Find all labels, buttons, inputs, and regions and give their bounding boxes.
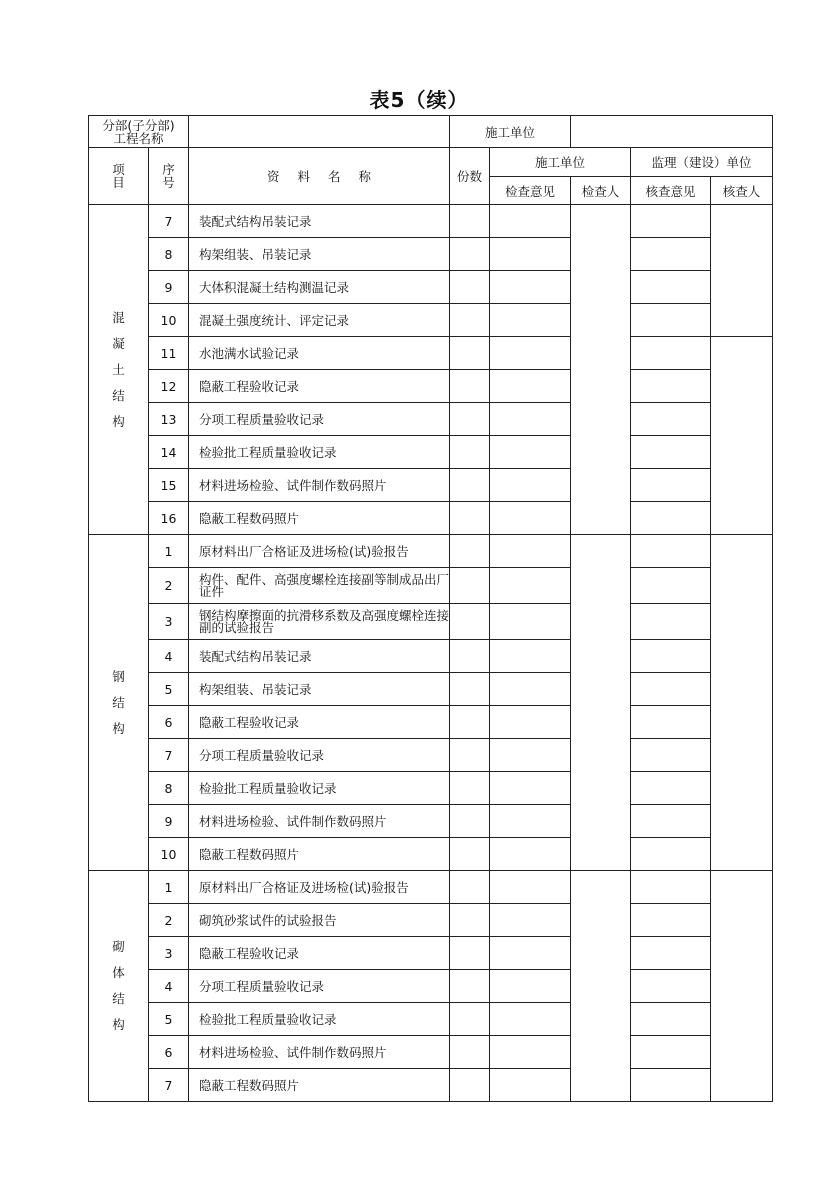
dept-name-field[interactable] bbox=[189, 116, 450, 148]
section-label-char: 混 bbox=[112, 309, 125, 325]
copies-cell[interactable] bbox=[450, 838, 490, 871]
verify-opinion-cell[interactable] bbox=[631, 1069, 711, 1102]
check-opinion-cell[interactable] bbox=[490, 706, 571, 739]
document-name: 隐蔽工程数码照片 bbox=[189, 838, 450, 871]
check-opinion-cell[interactable] bbox=[490, 370, 571, 403]
document-name: 检验批工程质量验收记录 bbox=[189, 772, 450, 805]
copies-cell[interactable] bbox=[450, 238, 490, 271]
section-label-char: 构 bbox=[112, 1017, 125, 1032]
document-name: 装配式结构吊装记录 bbox=[189, 640, 450, 673]
check-opinion-cell[interactable] bbox=[490, 271, 571, 304]
copies-cell[interactable] bbox=[450, 436, 490, 469]
check-opinion-cell[interactable] bbox=[490, 1003, 571, 1036]
check-opinion-cell[interactable] bbox=[490, 304, 571, 337]
row-number: 4 bbox=[149, 970, 189, 1003]
row-number: 7 bbox=[149, 739, 189, 772]
row-number: 9 bbox=[149, 805, 189, 838]
copies-cell[interactable] bbox=[450, 871, 490, 904]
table-row bbox=[89, 304, 773, 337]
table-row bbox=[89, 904, 773, 937]
verify-opinion-cell[interactable] bbox=[631, 535, 711, 568]
seq-header-char: 号 bbox=[162, 175, 175, 190]
page-title: 表5（续） bbox=[369, 88, 469, 112]
check-opinion-cell[interactable] bbox=[490, 673, 571, 706]
verify-opinion-cell[interactable] bbox=[631, 238, 711, 271]
check-opinion-header: 检查意见 bbox=[490, 177, 571, 205]
dept-label-cell bbox=[89, 116, 189, 148]
section-label bbox=[89, 535, 149, 871]
row-number: 10 bbox=[149, 838, 189, 871]
verify-opinion-cell[interactable] bbox=[631, 205, 711, 238]
verifier-header: 核查人 bbox=[711, 177, 773, 205]
item-header bbox=[89, 148, 149, 205]
verify-opinion-cell[interactable] bbox=[631, 502, 711, 535]
document-name: 材料进场检验、试件制作数码照片 bbox=[189, 469, 450, 502]
row-number: 7 bbox=[149, 205, 189, 238]
checker-header: 检查人 bbox=[571, 177, 631, 205]
row-number: 11 bbox=[149, 337, 189, 370]
check-opinion-cell[interactable] bbox=[490, 838, 571, 871]
table-row bbox=[89, 673, 773, 706]
copies-cell[interactable] bbox=[450, 772, 490, 805]
copies-header: 份数 bbox=[450, 148, 490, 205]
check-opinion-cell[interactable] bbox=[490, 904, 571, 937]
verify-opinion-cell[interactable] bbox=[631, 640, 711, 673]
document-name: 材料进场检验、试件制作数码照片 bbox=[189, 805, 450, 838]
checker-cell[interactable] bbox=[571, 205, 631, 535]
copies-cell[interactable] bbox=[450, 640, 490, 673]
section-label-char: 构 bbox=[112, 720, 125, 736]
verify-opinion-cell[interactable] bbox=[631, 568, 711, 604]
section-label-char: 体 bbox=[112, 965, 125, 980]
verifier-cell[interactable] bbox=[711, 871, 773, 1102]
verify-opinion-cell[interactable] bbox=[631, 271, 711, 304]
document-name: 隐蔽工程数码照片 bbox=[189, 502, 450, 535]
seq-header-char: 序 bbox=[162, 162, 175, 177]
copies-cell[interactable] bbox=[450, 970, 490, 1003]
check-opinion-cell[interactable] bbox=[490, 937, 571, 970]
row-number: 13 bbox=[149, 403, 189, 436]
copies-cell[interactable] bbox=[450, 1003, 490, 1036]
check-opinion-cell[interactable] bbox=[490, 403, 571, 436]
section-label-char: 构 bbox=[112, 413, 125, 429]
row-number: 7 bbox=[149, 1069, 189, 1102]
verifier-cell[interactable] bbox=[711, 205, 773, 337]
document-name: 检验批工程质量验收记录 bbox=[189, 436, 450, 469]
copies-cell[interactable] bbox=[450, 535, 490, 568]
table-row bbox=[89, 739, 773, 772]
document-name: 构架组装、吊装记录 bbox=[189, 238, 450, 271]
row-number: 8 bbox=[149, 772, 189, 805]
copies-cell[interactable] bbox=[450, 706, 490, 739]
record-table bbox=[88, 115, 773, 1102]
row-number: 9 bbox=[149, 271, 189, 304]
table-row bbox=[89, 370, 773, 403]
verify-opinion-cell[interactable] bbox=[631, 604, 711, 640]
verify-opinion-cell[interactable] bbox=[631, 1003, 711, 1036]
copies-cell[interactable] bbox=[450, 604, 490, 640]
copies-cell[interactable] bbox=[450, 469, 490, 502]
document-name: 隐蔽工程验收记录 bbox=[189, 706, 450, 739]
table-row bbox=[89, 970, 773, 1003]
section-label-char: 砌 bbox=[112, 939, 125, 954]
document-name: 水池满水试验记录 bbox=[189, 337, 450, 370]
section-label-char: 钢 bbox=[112, 668, 125, 684]
checker-cell[interactable] bbox=[571, 535, 631, 871]
row-number: 1 bbox=[149, 535, 189, 568]
row-number: 4 bbox=[149, 640, 189, 673]
check-opinion-cell[interactable] bbox=[490, 1069, 571, 1102]
verify-opinion-cell[interactable] bbox=[631, 1036, 711, 1069]
check-opinion-cell[interactable] bbox=[490, 535, 571, 568]
verify-opinion-cell[interactable] bbox=[631, 871, 711, 904]
table-row bbox=[89, 535, 773, 568]
document-name: 隐蔽工程数码照片 bbox=[189, 1069, 450, 1102]
document-name: 检验批工程质量验收记录 bbox=[189, 1003, 450, 1036]
verify-opinion-cell[interactable] bbox=[631, 739, 711, 772]
table-row bbox=[89, 838, 773, 871]
table-row bbox=[89, 337, 773, 370]
doc-name-header: 资 料 名 称 bbox=[189, 148, 450, 205]
table-row bbox=[89, 937, 773, 970]
construction-unit-label: 施工单位 bbox=[450, 116, 571, 148]
table-row bbox=[89, 238, 773, 271]
row-number: 14 bbox=[149, 436, 189, 469]
verify-opinion-cell[interactable] bbox=[631, 304, 711, 337]
table-row bbox=[89, 205, 773, 238]
check-opinion-cell[interactable] bbox=[490, 469, 571, 502]
construction-unit-field[interactable] bbox=[571, 116, 773, 148]
copies-cell[interactable] bbox=[450, 271, 490, 304]
copies-cell[interactable] bbox=[450, 568, 490, 604]
table-row bbox=[89, 1069, 773, 1102]
copies-cell[interactable] bbox=[450, 805, 490, 838]
verify-opinion-cell[interactable] bbox=[631, 772, 711, 805]
verify-opinion-cell[interactable] bbox=[631, 838, 711, 871]
check-opinion-cell[interactable] bbox=[490, 337, 571, 370]
copies-cell[interactable] bbox=[450, 502, 490, 535]
copies-cell[interactable] bbox=[450, 739, 490, 772]
document-name: 钢结构摩擦面的抗滑移系数及高强度螺栓连接副的试验报告 bbox=[189, 604, 450, 640]
check-opinion-cell[interactable] bbox=[490, 502, 571, 535]
check-opinion-cell[interactable] bbox=[490, 205, 571, 238]
table-row bbox=[89, 604, 773, 640]
check-opinion-cell[interactable] bbox=[490, 805, 571, 838]
document-name: 隐蔽工程验收记录 bbox=[189, 937, 450, 970]
section-label-char: 凝 bbox=[112, 335, 125, 351]
construction-unit-group-header: 施工单位 bbox=[490, 148, 631, 177]
section-label-char: 结 bbox=[112, 694, 125, 710]
item-header-char: 目 bbox=[112, 175, 125, 190]
table-row bbox=[89, 469, 773, 502]
copies-cell[interactable] bbox=[450, 673, 490, 706]
document-name: 构件、配件、高强度螺栓连接副等制成品出厂证件 bbox=[189, 568, 450, 604]
table-row bbox=[89, 871, 773, 904]
check-opinion-cell[interactable] bbox=[490, 1036, 571, 1069]
document-name: 砌筑砂浆试件的试验报告 bbox=[189, 904, 450, 937]
verify-opinion-header: 核查意见 bbox=[631, 177, 711, 205]
document-name: 原材料出厂合格证及进场检(试)验报告 bbox=[189, 535, 450, 568]
table-row bbox=[89, 1036, 773, 1069]
row-number: 16 bbox=[149, 502, 189, 535]
table-row bbox=[89, 706, 773, 739]
table-row bbox=[89, 772, 773, 805]
verify-opinion-cell[interactable] bbox=[631, 469, 711, 502]
document-name: 分项工程质量验收记录 bbox=[189, 403, 450, 436]
copies-cell[interactable] bbox=[450, 937, 490, 970]
verify-opinion-cell[interactable] bbox=[631, 370, 711, 403]
check-opinion-cell[interactable] bbox=[490, 604, 571, 640]
section-label-char: 结 bbox=[112, 387, 125, 403]
section-label-char: 结 bbox=[112, 991, 125, 1006]
document-name: 材料进场检验、试件制作数码照片 bbox=[189, 1036, 450, 1069]
copies-cell[interactable] bbox=[450, 1036, 490, 1069]
copies-cell[interactable] bbox=[450, 205, 490, 238]
check-opinion-cell[interactable] bbox=[490, 436, 571, 469]
row-number: 6 bbox=[149, 1036, 189, 1069]
verify-opinion-cell[interactable] bbox=[631, 403, 711, 436]
document-name: 混凝土强度统计、评定记录 bbox=[189, 304, 450, 337]
document-name: 分项工程质量验收记录 bbox=[189, 970, 450, 1003]
seq-header bbox=[149, 148, 189, 205]
row-number: 5 bbox=[149, 1003, 189, 1036]
check-opinion-cell[interactable] bbox=[490, 568, 571, 604]
verify-opinion-cell[interactable] bbox=[631, 706, 711, 739]
row-number: 8 bbox=[149, 238, 189, 271]
check-opinion-cell[interactable] bbox=[490, 739, 571, 772]
table-row bbox=[89, 640, 773, 673]
check-opinion-cell[interactable] bbox=[490, 640, 571, 673]
copies-cell[interactable] bbox=[450, 337, 490, 370]
table-row bbox=[89, 805, 773, 838]
verify-opinion-cell[interactable] bbox=[631, 436, 711, 469]
verify-opinion-cell[interactable] bbox=[631, 937, 711, 970]
copies-cell[interactable] bbox=[450, 370, 490, 403]
table-row bbox=[89, 271, 773, 304]
copies-cell[interactable] bbox=[450, 403, 490, 436]
table-row bbox=[89, 502, 773, 535]
document-name: 大体积混凝土结构测温记录 bbox=[189, 271, 450, 304]
copies-cell[interactable] bbox=[450, 904, 490, 937]
item-header-char: 项 bbox=[112, 162, 125, 177]
table-row bbox=[89, 568, 773, 604]
table-row bbox=[89, 403, 773, 436]
section-label bbox=[89, 871, 149, 1102]
dept-label-line1: 分部(子分部) bbox=[102, 117, 175, 133]
copies-cell[interactable] bbox=[450, 1069, 490, 1102]
section-label bbox=[89, 205, 149, 535]
check-opinion-cell[interactable] bbox=[490, 772, 571, 805]
document-name: 分项工程质量验收记录 bbox=[189, 739, 450, 772]
check-opinion-cell[interactable] bbox=[490, 238, 571, 271]
verify-opinion-cell[interactable] bbox=[631, 970, 711, 1003]
row-number: 10 bbox=[149, 304, 189, 337]
checker-cell[interactable] bbox=[571, 871, 631, 1102]
check-opinion-cell[interactable] bbox=[490, 871, 571, 904]
verifier-cell[interactable] bbox=[711, 535, 773, 871]
row-number: 5 bbox=[149, 673, 189, 706]
document-name: 原材料出厂合格证及进场检(试)验报告 bbox=[189, 871, 450, 904]
document-name: 隐蔽工程验收记录 bbox=[189, 370, 450, 403]
check-opinion-cell[interactable] bbox=[490, 970, 571, 1003]
table-row bbox=[89, 436, 773, 469]
row-number: 2 bbox=[149, 904, 189, 937]
verify-opinion-cell[interactable] bbox=[631, 337, 711, 370]
row-number: 2 bbox=[149, 568, 189, 604]
verify-opinion-cell[interactable] bbox=[631, 904, 711, 937]
row-number: 3 bbox=[149, 937, 189, 970]
row-number: 15 bbox=[149, 469, 189, 502]
document-name: 装配式结构吊装记录 bbox=[189, 205, 450, 238]
row-number: 6 bbox=[149, 706, 189, 739]
row-number: 12 bbox=[149, 370, 189, 403]
row-number: 3 bbox=[149, 604, 189, 640]
row-number: 1 bbox=[149, 871, 189, 904]
verify-opinion-cell[interactable] bbox=[631, 805, 711, 838]
document-name: 构架组装、吊装记录 bbox=[189, 673, 450, 706]
verifier-cell[interactable] bbox=[711, 337, 773, 535]
supervision-group-header: 监理（建设）单位 bbox=[631, 148, 773, 177]
table-row bbox=[89, 1003, 773, 1036]
section-label-char: 土 bbox=[112, 361, 125, 377]
verify-opinion-cell[interactable] bbox=[631, 673, 711, 706]
dept-label-line2: 工程名称 bbox=[113, 130, 164, 146]
copies-cell[interactable] bbox=[450, 304, 490, 337]
